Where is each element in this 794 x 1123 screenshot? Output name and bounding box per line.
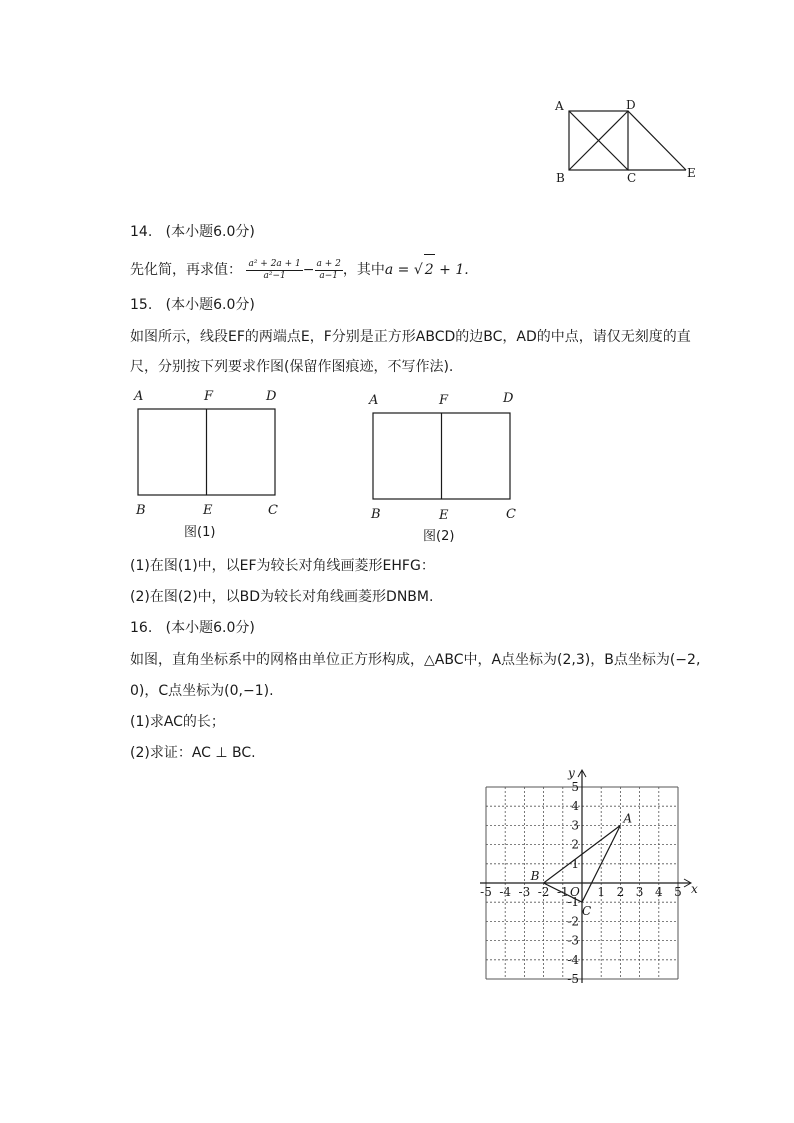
q14-frac1-den: a²−1: [263, 270, 286, 281]
fig1-label-f: F: [204, 389, 214, 404]
fig1-label-d: D: [266, 389, 277, 404]
fig1-label-c: C: [268, 503, 278, 518]
x-tick-label: -5: [480, 885, 492, 899]
point-label-c: C: [582, 904, 592, 919]
label-a: A: [555, 99, 564, 113]
y-axis-label: y: [568, 766, 575, 780]
q14-body: [130, 254, 469, 284]
segment-de: [628, 111, 686, 170]
y-tick-label: -5: [567, 972, 579, 986]
x-tick-label: 1: [597, 885, 606, 899]
q15-part1: (1)在图(1)中，以EF为较长对角线画菱形EHFG：: [130, 558, 435, 574]
fig1-label-a: A: [134, 389, 144, 404]
x-tick-label: -3: [518, 885, 531, 899]
origin-label: O: [570, 885, 580, 899]
q16-line1: 如图，直角坐标系中的网格由单位正方形构成，△ABC中，A点坐标为(2,3)，B点坐标为(−2,: [130, 652, 701, 668]
fig1-label-e: E: [203, 503, 213, 518]
label-d: D: [626, 98, 636, 112]
y-tick-label: 4: [571, 799, 579, 814]
q14-frac2-den: a−1: [319, 270, 339, 281]
q16-part1: (1)求AC的长；: [130, 714, 225, 730]
fig2-caption: 图(2): [423, 529, 455, 544]
fig2-label-b: B: [371, 507, 381, 522]
x-tick-label: 2: [616, 885, 625, 899]
x-tick-label: 4: [654, 885, 663, 899]
fig2-label-f: F: [439, 393, 449, 408]
label-e: E: [687, 166, 696, 180]
q15-figure-1: [130, 384, 290, 546]
q14-fraction-1: [246, 259, 302, 282]
grid-axes: [480, 766, 698, 983]
q14-number: 14.: [130, 224, 153, 240]
fig2-label-c: C: [506, 507, 516, 522]
q16-header: [130, 618, 255, 638]
q15-line2: 尺，分别按下列要求作图(保留作图痕迹，不写作法).: [130, 359, 454, 375]
q14-suffix: ，其中: [342, 262, 385, 278]
label-c: C: [627, 171, 637, 185]
q14-frac1-num: a² + 2a + 1: [248, 258, 301, 269]
coordinate-grid: [470, 762, 700, 994]
q14-fraction-2: [315, 259, 343, 282]
q16-number: 16.: [130, 620, 153, 636]
y-tick-label: 3: [571, 818, 579, 833]
fig2-label-e: E: [439, 508, 449, 523]
label-b: B: [556, 171, 565, 185]
q15-line1: 如图所示，线段EF的两端点E，F分别是正方形ABCD的边BC，AD的中点，请仅无刻度的直: [130, 329, 691, 345]
q15-figure-2: [365, 388, 525, 550]
point-label-a: A: [623, 811, 633, 826]
y-tick-label: -4: [567, 952, 579, 967]
q14-cond-a: a =: [384, 262, 414, 278]
q14-minus: −: [302, 262, 315, 278]
y-tick-label: 1: [571, 856, 579, 871]
fig1-label-b: B: [136, 503, 146, 518]
q16-part2: (2)求证：AC ⊥ BC.: [130, 745, 256, 761]
q15-meta: (本小题6.0分): [165, 297, 255, 313]
y-tick-label: 2: [571, 837, 579, 852]
y-tick-label: 5: [571, 780, 579, 794]
fig2-label-a: A: [369, 393, 379, 408]
q14-prefix: 先化简，再求值：: [130, 262, 242, 278]
x-tick-label: 5: [674, 885, 682, 899]
y-tick-label: -2: [567, 914, 579, 929]
y-tick-label: -3: [567, 933, 579, 948]
x-tick-label: -2: [537, 885, 550, 899]
q14-frac2-num: a + 2: [316, 258, 341, 269]
x-tick-label: -1: [556, 885, 569, 899]
q14-meta: (本小题6.0分): [165, 224, 255, 240]
q16-meta: (本小题6.0分): [165, 620, 255, 636]
x-tick-label: -4: [499, 885, 512, 899]
q14-header: [130, 222, 255, 242]
q15-header: [130, 295, 255, 315]
q15-number: 15.: [130, 297, 153, 313]
q16-line2: 0)，C点坐标为(0,−1).: [130, 683, 274, 699]
x-tick-label: 3: [635, 885, 644, 899]
x-axis-label: x: [691, 882, 698, 896]
q15-part2: (2)在图(2)中，以BD为较长对角线画菱形DNBM.: [130, 589, 434, 605]
q14-cond-rest: + 1.: [434, 262, 469, 278]
fig2-label-d: D: [503, 391, 514, 406]
sqrt-icon: √: [413, 262, 423, 278]
fig1-caption: 图(1): [184, 525, 216, 540]
figure-square-trapezoid: [548, 96, 704, 186]
q14-cond-root: 2: [424, 254, 435, 285]
y-tick-label: -1: [567, 895, 579, 910]
point-label-b: B: [530, 869, 540, 883]
